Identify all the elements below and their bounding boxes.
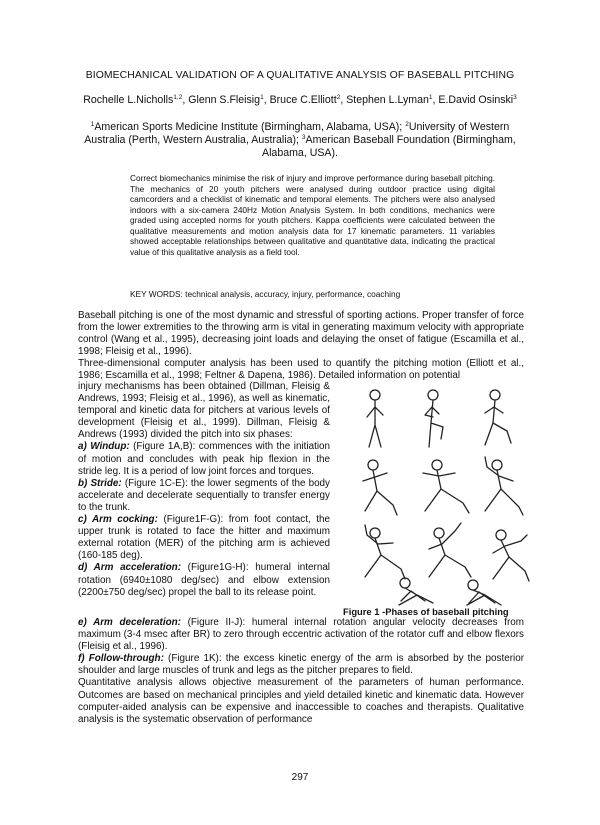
affiliations xyxy=(70,121,530,160)
figure-strokes xyxy=(363,390,529,605)
phase-follow-through: f) Follow-through: (Figure 1K): the excess kinetic energy of the arm is absorbed by the posterior shoulder and large muscles of trunk and legs as the pitcher prepares to field. xyxy=(78,653,524,677)
author-affil-mark: 1 xyxy=(428,94,433,101)
paragraph: Three-dimensional computer analysis has been used to quantify the pitching motion (Elliott et al., 1986; Escamilla et al., 1998; Feltner & Dapena, 1986). Detailed information on potential xyxy=(78,358,524,382)
pitcher-figure-g xyxy=(365,525,405,579)
abstract: Correct biomechanics minimise the risk of injury and improve performance during baseball pitching. The mechanics of 20 youth pitchers were analysed during outdoor practice using digital camcorders and a checklist of kinematic and temporal elements. The pitchers were also analysed indoors with a six-camera 240Hz Motion Analysis System. In both conditions, mechanics were graded using accepted norms for youth pitchers. Kappa coefficients were calculated between the qualitative measurements and motion analysis data for 17 kinematic parameters. 11 variables showed acceptable relationships between qualitative and quantitative data, indicating the practical value of this qualitative analysis as a field tool. xyxy=(130,173,495,257)
author-affil-mark: 3 xyxy=(513,94,517,101)
author-affil-mark: 1 xyxy=(260,94,264,101)
affil-mark: 1 xyxy=(90,121,95,128)
author-name: Bruce C.Elliott xyxy=(269,94,337,106)
column-text xyxy=(78,381,330,599)
author-name: Stephen L.Lyman xyxy=(346,94,429,106)
pitching-phases-figure xyxy=(345,381,530,606)
phase-arm-deceleration: e) Arm deceleration: (Figure II-J): humeral internal rotation angular velocity decreases from maximum (3-4 msec after BR) to zero through eccentric activation of the rotator cuff and elbow flexors (Fleisig et al., 1996). xyxy=(78,617,524,653)
affil-mark: 3 xyxy=(301,134,306,141)
pitcher-figure-c xyxy=(485,390,511,445)
pitcher-figure-b xyxy=(425,390,443,447)
page-number: 297 xyxy=(291,772,309,783)
keywords: KEY WORDS: technical analysis, accuracy, injury, performance, coaching xyxy=(130,289,401,299)
phase-arm-acceleration: d) Arm acceleration: (Figure1G-H): humeral internal rotation (6940±1080 deg/sec) and elbow extension (2200±750 deg/sec) propel the ball to its release point. xyxy=(78,562,331,598)
intro-text xyxy=(78,310,524,383)
paragraph: Baseball pitching is one of the most dynamic and stressful of sporting actions. Proper transfer of force from the lower extremities to the throwing arm is vital in generating maximum velocity with appropriate control (Wang et al., 1995), decreasing joint loads and delaying the onset of fatigue (Escamilla et al., 1998; Fleisig et al., 1996). xyxy=(78,310,524,358)
paragraph: Quantitative analysis allows objective measurement of the parameters of human performance. Outcomes are based on mechanical principles and yield detailed kinetic and kinematic data. However computer-aided analysis can be expensive and inaccessible to coaches and therapists. Qualitative analysis is the systematic observation of performance xyxy=(78,677,524,725)
author-affil-mark: 2 xyxy=(336,94,341,101)
paper-title: BIOMECHANICAL VALIDATION OF A QUALITATIVE ANALYSIS OF BASEBALL PITCHING xyxy=(85,70,515,81)
paragraph: injury mechanisms has been obtained (Dillman, Fleisig & Andrews, 1993; Fleisig et al., 1996), as well as kinematic, temporal and kinetic data for pitchers at various levels of development (Fleisig et al., 1999). Dillman, Fleisig & Andrews (1993) divided the pitch into six phases: xyxy=(78,381,330,441)
phase-stride: b) Stride: (Figure 1C-E): the lower segments of the body accelerate and decelerate sequentially to transfer energy to the trunk. xyxy=(78,477,330,513)
affiliation: American Sports Medicine Institute (Birmingham, Alabama, USA); xyxy=(94,121,403,133)
pitcher-figure-j xyxy=(399,578,433,605)
author-name: E.David Osinski xyxy=(438,94,514,106)
figure-caption: Figure 1 -Phases of baseball pitching xyxy=(343,606,509,617)
pitcher-figure-d xyxy=(363,460,397,515)
affiliation: University of Western Australia (Perth, Western Australia, Australia); xyxy=(84,121,510,146)
author-name: Glenn S.Fleisig xyxy=(188,94,261,106)
phase-windup: a) Windup: (Figure 1A,B): commences with the initiation of motion and concludes with peak hip flexion in the stride leg. It is a period of low joint forces and torques. xyxy=(78,441,330,477)
author-name: Rochelle L.Nicholls xyxy=(83,94,174,106)
affil-mark: 2 xyxy=(405,121,409,128)
author-affil-mark: 1,2 xyxy=(173,94,183,101)
pitcher-figure-k xyxy=(467,580,501,605)
pitcher-figure-f xyxy=(485,457,523,515)
pitcher-figure-e xyxy=(423,460,469,513)
affiliation: American Baseball Foundation (Birmingham, Alabama, USA). xyxy=(262,134,516,159)
pitcher-figure-a xyxy=(367,390,383,447)
phase-arm-cocking: c) Arm cocking: (Figure1F-G): from foot contact, the upper trunk is rotated to face the hitter and maximum external rotation (MER) of the pitching arm is achieved (160-185 deg). xyxy=(78,514,330,562)
author-list: Rochelle L.Nicholls$^{1,2}$, Glenn S.Fleisig$^1$, Bruce C.Elliott$^2$, Stephen L.Lyman$^1$, E.David Osinski$^3$ xyxy=(83,94,517,106)
pitcher-figure-i xyxy=(493,530,529,581)
lower-text xyxy=(78,617,524,726)
pitcher-figure-h xyxy=(429,523,471,577)
